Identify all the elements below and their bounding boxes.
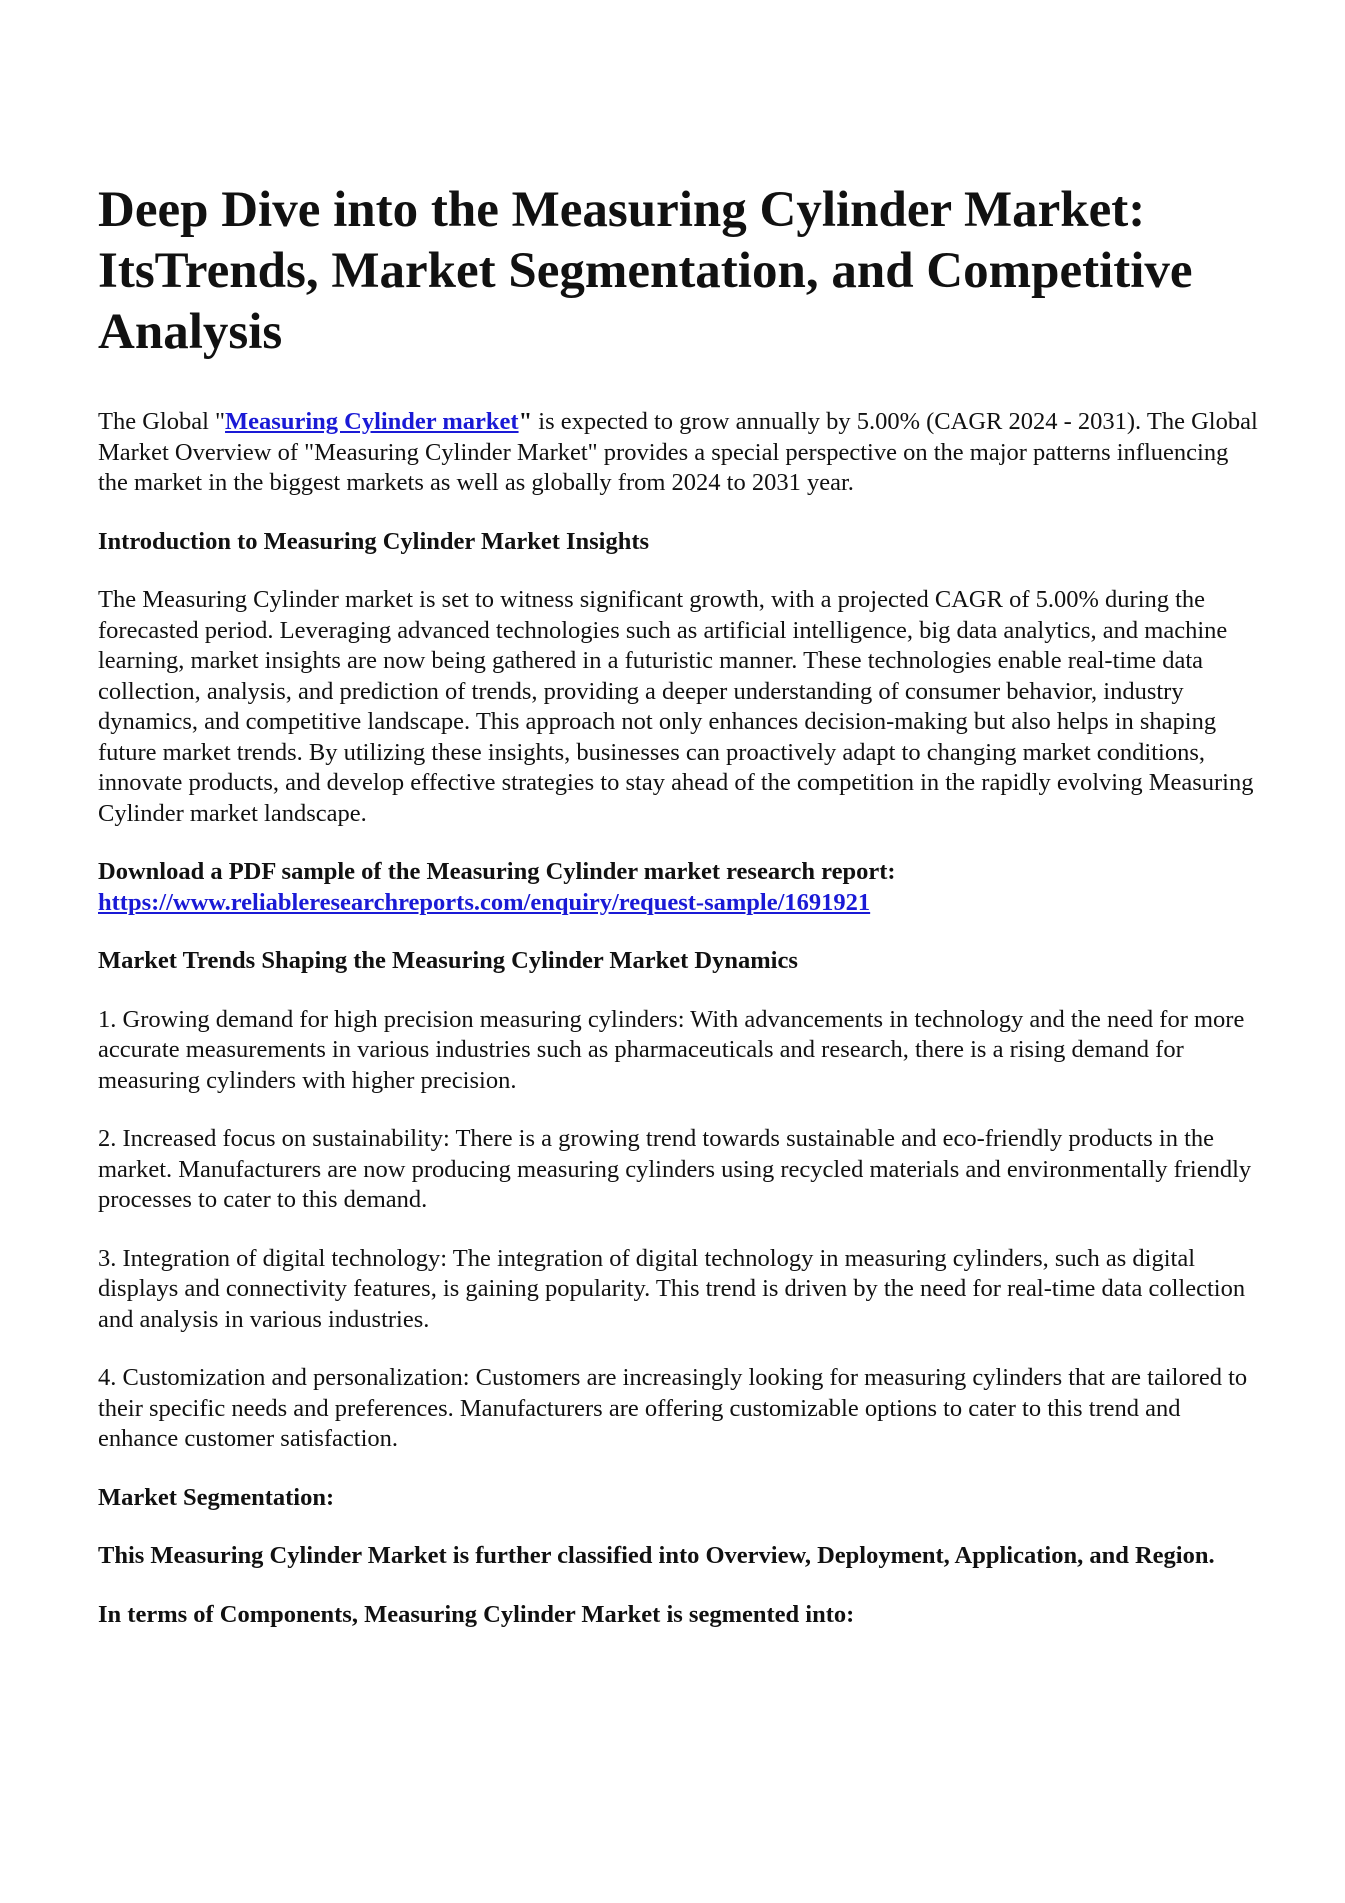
page-title: Deep Dive into the Measuring Cylinder Market: ItsTrends, Market Segmentation, and Competitive Analysis [98, 182, 1193, 360]
download-block [98, 857, 1258, 918]
trend-item: 4. Customization and personalization: Customers are increasingly looking for measuring cylinders that are tailored to their specific needs and preferences. Manufacturers are offering customizable options to cater to this trend and enhance customer satisfaction. [98, 1364, 1248, 1452]
intro-link-suffix: " [518, 408, 533, 435]
trend-item: 3. Integration of digital technology: The integration of digital technology in measuring cylinders, such as digital displays and connectivity features, is gaining popularity. This trend is driven by the need for real-time data collection and analysis in various industries. [98, 1244, 1246, 1333]
trend-item: 1. Growing demand for high precision measuring cylinders: With advancements in technology and the need for more accurate measurements in various industries such as pharmaceuticals and research, there is a rising demand for measuring cylinders with higher precision. [98, 1005, 1245, 1094]
intro-rest: is expected to grow annually by 5.00% (CAGR 2024 - 2031). The Global Market Overview of "Measuring Cylinder Market" provides a special perspective on the major patterns influencing the market in the biggest markets as well as globally from 2024 to 2031 year. [98, 408, 1258, 496]
trend-item: 2. Increased focus on sustainability: There is a growing trend towards sustainable and eco-friendly products in the market. Manufacturers are now producing measuring cylinders using recycled materials and environmentally friendly processes to cater to this demand. [98, 1125, 1252, 1213]
download-label: Download a PDF sample of the Measuring Cylinder market research report: [98, 858, 896, 885]
document-page [98, 180, 1258, 1658]
segmentation-heading: Market Segmentation: [98, 1483, 335, 1511]
segmentation-note: This Measuring Cylinder Market is further classified into Overview, Deployment, Application, and Region. [98, 1542, 1215, 1569]
insights-paragraph: The Measuring Cylinder market is set to witness significant growth, with a projected CAGR of 5.00% during the forecasted period. Leveraging advanced technologies such as artificial intelligence, big data analytics, and machine learning, market insights are now being gathered in a futuristic manner. These technologies enable real-time data collection, analysis, and prediction of trends, providing a deeper understanding of consumer behavior, industry dynamics, and competitive landscape. This approach not only enhances decision-making but also helps in shaping future market trends. By utilizing these insights, businesses can proactively adapt to changing market conditions, innovate products, and develop effective strategies to stay ahead of the competition in the rapidly evolving Measuring Cylinder market landscape. [98, 586, 1254, 827]
intro-prefix: The Global " [98, 408, 226, 435]
components-heading: In terms of Components, Measuring Cylinder Market is segmented into: [98, 1600, 855, 1628]
sample-report-link[interactable]: https://www.reliableresearchreports.com/enquiry/request-sample/1691921 [98, 888, 871, 916]
intro-paragraph [98, 407, 1258, 499]
insights-heading: Introduction to Measuring Cylinder Market Insights [98, 527, 650, 555]
market-link[interactable]: Measuring Cylinder market [225, 408, 519, 435]
trends-heading: Market Trends Shaping the Measuring Cylinder Market Dynamics [98, 947, 798, 974]
